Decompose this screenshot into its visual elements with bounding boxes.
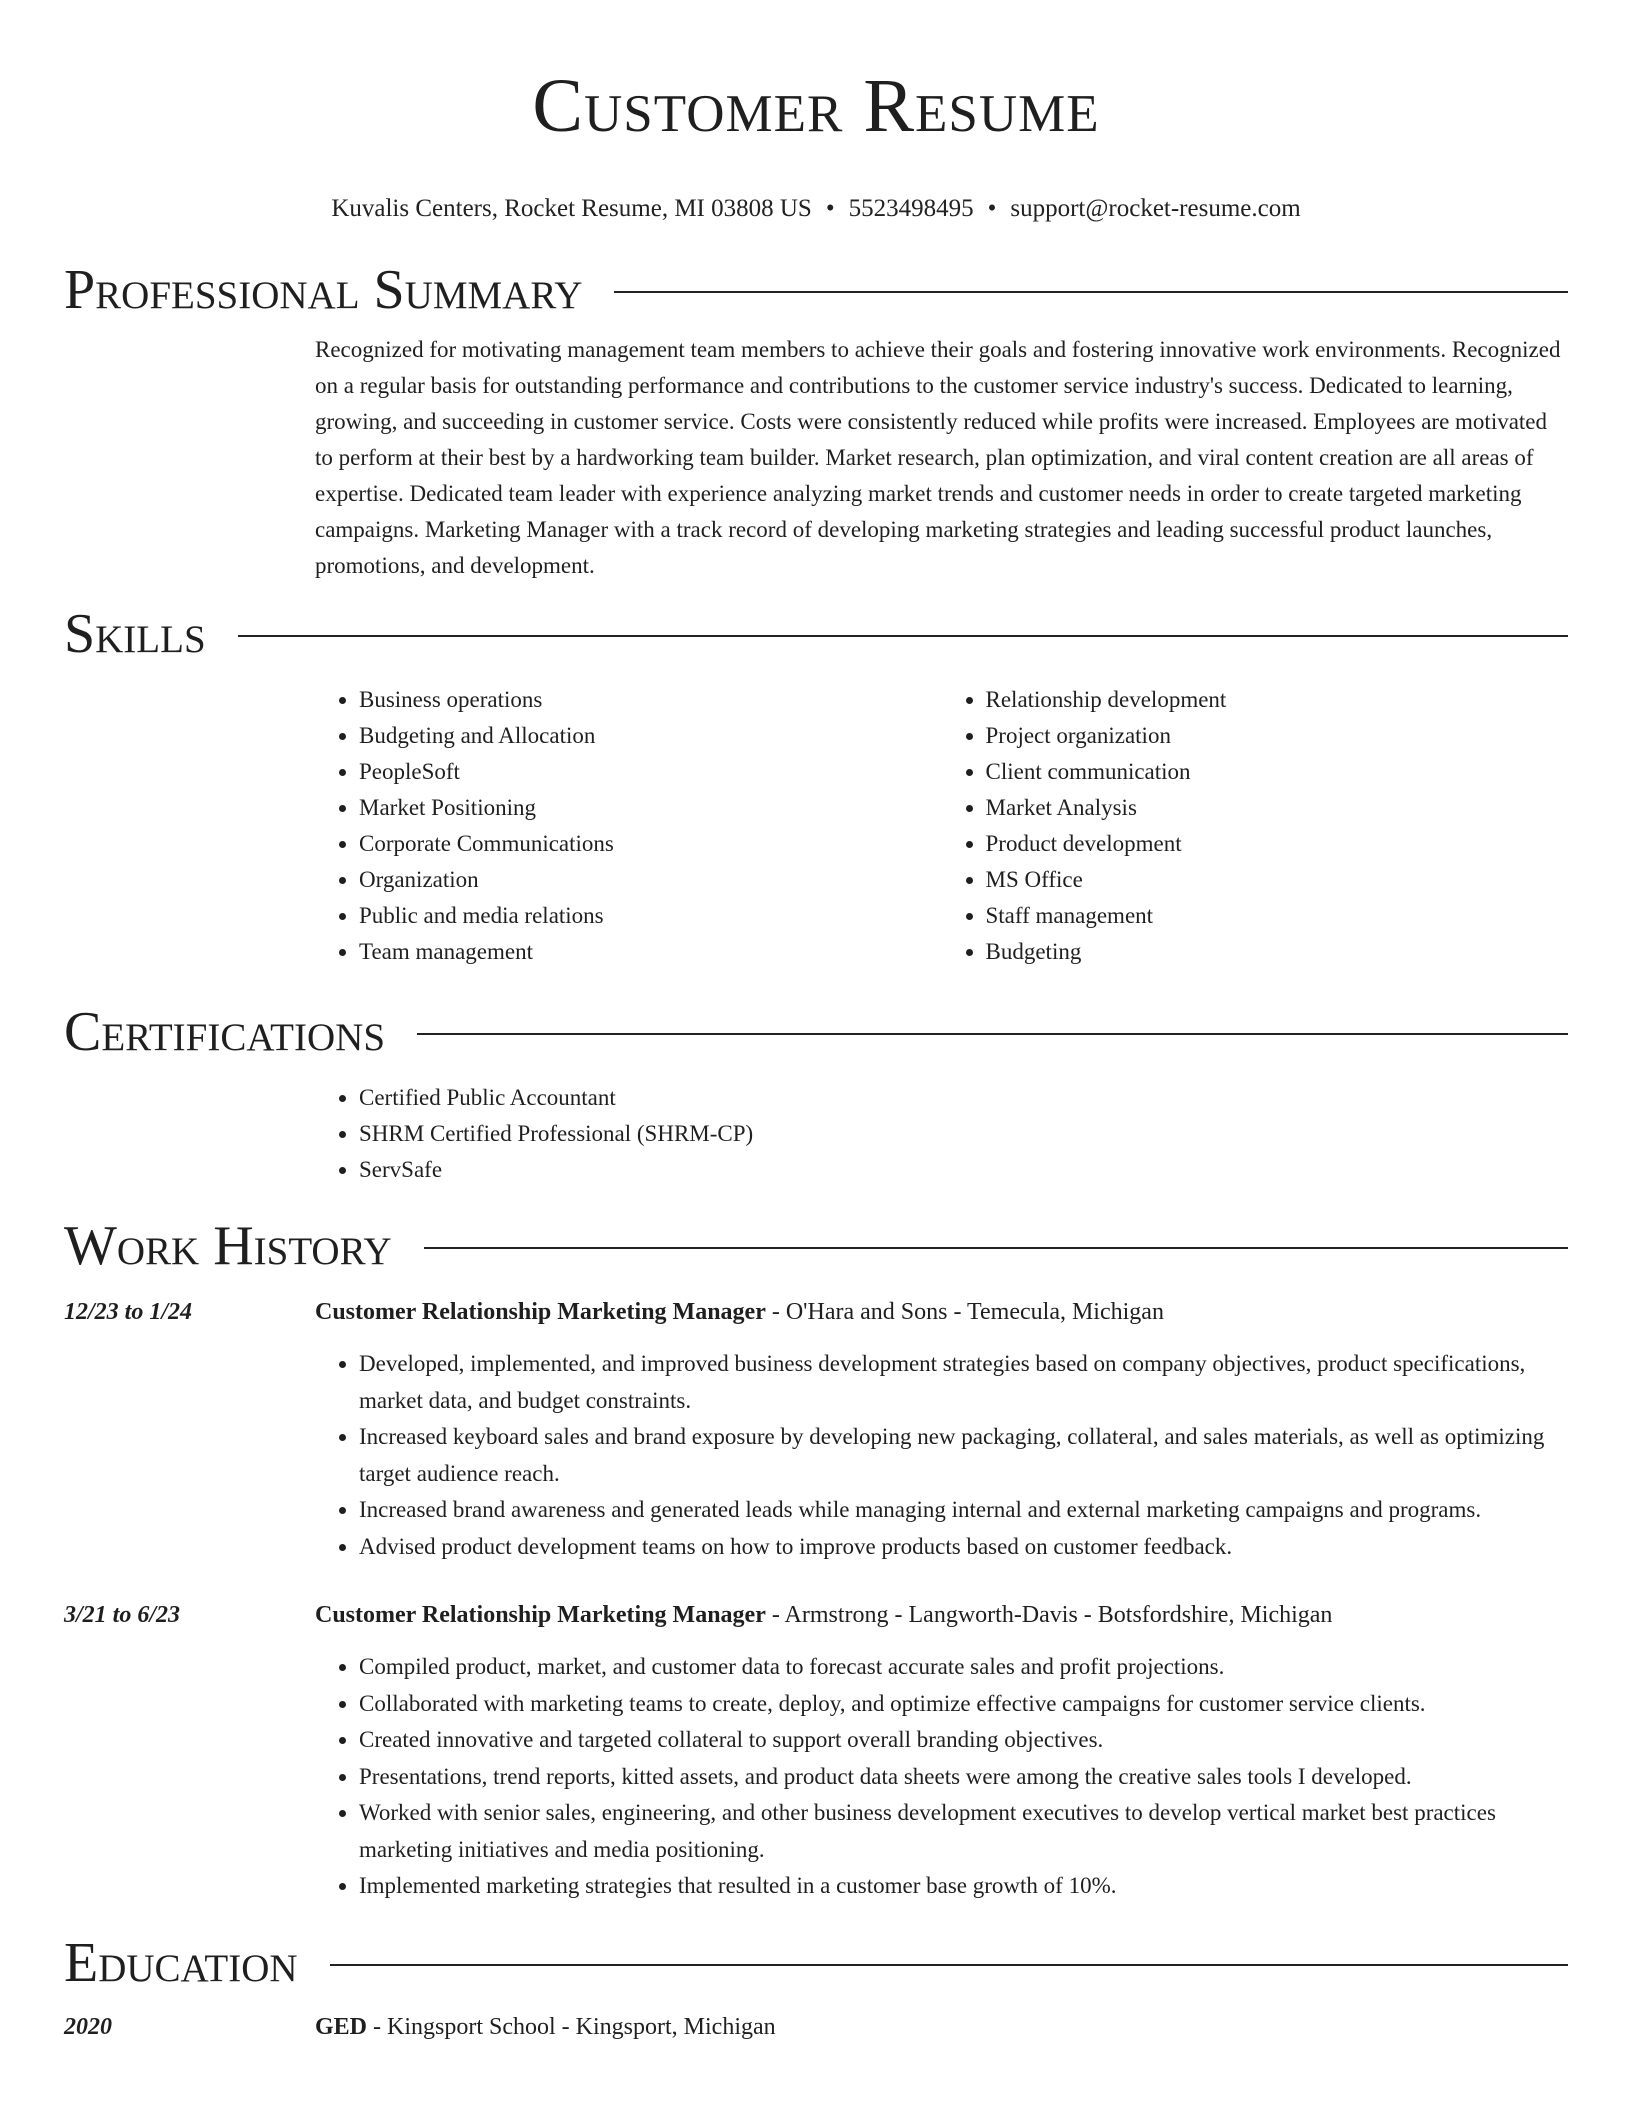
- job-heading-line: [315, 1597, 1332, 1633]
- education-section-header: [64, 1931, 1568, 1995]
- skills-section-header: [64, 602, 1568, 666]
- job-bullet: • Presentations, trend reports, kitted assets, and product data sheets were among the creative sales tools I developed.: [359, 1759, 1568, 1796]
- job-bullet: • Advised product development teams on how to improve products based on customer feedback.: [359, 1529, 1568, 1566]
- education-date: 2020: [64, 2013, 112, 2040]
- skill-item: • Corporate Communications: [359, 826, 942, 862]
- skill-item: • MS Office: [986, 862, 1569, 898]
- skill-item: • Relationship development: [986, 682, 1569, 718]
- job-bullet: • Implemented marketing strategies that resulted in a customer base growth of 10%.: [359, 1868, 1568, 1905]
- job-bullets: [315, 1649, 1568, 1905]
- resume-name: Customer Resume: [532, 64, 1100, 148]
- contact-line: [64, 192, 1568, 226]
- section-divider: [614, 291, 1568, 293]
- skill-item: • PeopleSoft: [359, 754, 942, 790]
- certification-item: • Certified Public Accountant: [359, 1080, 1568, 1116]
- skills-list-right: [942, 682, 1569, 970]
- education-line: [315, 2009, 776, 2045]
- job-date: 3/21 to 6/23: [64, 1602, 181, 1628]
- section-divider: [330, 1964, 1568, 1966]
- job-bullets: [315, 1346, 1568, 1565]
- job-entry: [64, 1597, 1568, 1905]
- education-heading: Education: [64, 1931, 298, 1994]
- section-divider: [417, 1033, 1568, 1035]
- skills-list-left: [315, 682, 942, 970]
- skill-item: • Public and media relations: [359, 898, 942, 934]
- certifications-heading: Certifications: [64, 1001, 386, 1063]
- education-school: - Kingsport School - Kingsport, Michigan: [367, 2013, 776, 2040]
- job-bullet: • Collaborated with marketing teams to create, deploy, and optimize effective campaigns for customer service clients.: [359, 1686, 1568, 1723]
- contact-separator: •: [825, 195, 835, 222]
- education-entry: [64, 2009, 1568, 2045]
- job-bullet-list: [315, 1649, 1568, 1905]
- skill-item: • Project organization: [986, 718, 1569, 754]
- contact-address: Kuvalis Centers, Rocket Resume, MI 03808 US: [331, 195, 812, 222]
- job-header: [64, 1294, 1568, 1330]
- skill-item: • Team management: [359, 934, 942, 970]
- skill-item: • Organization: [359, 862, 942, 898]
- section-divider: [424, 1247, 1568, 1249]
- job-bullet: • Developed, implemented, and improved business development strategies based on company objectives, product specifications, market data, and budget constraints.: [359, 1346, 1568, 1419]
- education-degree: GED: [315, 2013, 368, 2040]
- certification-item: • ServSafe: [359, 1152, 1568, 1188]
- job-date: 12/23 to 1/24: [64, 1299, 193, 1325]
- job-header: [64, 1597, 1568, 1633]
- contact-phone: 5523498495: [848, 195, 974, 222]
- job-bullet: • Increased brand awareness and generated leads while managing internal and external marketing campaigns and programs.: [359, 1492, 1568, 1529]
- certifications-list: [315, 1080, 1568, 1188]
- skill-item: • Product development: [986, 826, 1569, 862]
- job-bullet-list: [315, 1346, 1568, 1565]
- job-bullet: • Created innovative and targeted collateral to support overall branding objectives.: [359, 1722, 1568, 1759]
- job-title: Customer Relationship Marketing Manager: [315, 1299, 766, 1325]
- certifications-section-header: [64, 1000, 1568, 1064]
- section-divider: [238, 635, 1568, 637]
- skill-item: • Budgeting: [986, 934, 1569, 970]
- job-heading-line: [315, 1294, 1164, 1330]
- skills-grid: [315, 682, 1568, 970]
- summary-text: Recognized for motivating management team members to achieve their goals and fostering innovative work environments. Recognized on a regular basis for outstanding performance and contributions to the customer service industry's success. Dedicated to learning, growing, and succeeding in customer service. Costs were consistently reduced while profits were increased. Employees are motivated to perform at their best by a hardworking team builder. Market research, plan optimization, and viral content creation are all areas of expertise. Dedicated team leader with experience analyzing market trends and customer needs in order to create targeted marketing campaigns. Marketing Manager with a track record of developing marketing strategies and leading successful product launches, promotions, and development.: [315, 337, 1561, 578]
- job-bullet: • Worked with senior sales, engineering, and other business development executives to develop vertical market best practices marketing initiatives and media positioning.: [359, 1795, 1568, 1868]
- job-entry: [64, 1294, 1568, 1565]
- skill-item: • Business operations: [359, 682, 942, 718]
- contact-separator: •: [987, 195, 997, 222]
- work-section-header: [64, 1214, 1568, 1278]
- summary-section-header: [64, 258, 1568, 322]
- certifications-content: [315, 1080, 1568, 1188]
- job-bullet: • Increased keyboard sales and brand exposure by developing new packaging, collateral, and sales materials, as well as optimizing target audience reach.: [359, 1419, 1568, 1492]
- job-company: - O'Hara and Sons - Temecula, Michigan: [765, 1299, 1164, 1325]
- job-company: - Armstrong - Langworth-Davis - Botsfordshire, Michigan: [765, 1602, 1333, 1628]
- skill-item: • Client communication: [986, 754, 1569, 790]
- skill-item: • Staff management: [986, 898, 1569, 934]
- summary-content: [315, 332, 1568, 584]
- job-title: Customer Relationship Marketing Manager: [315, 1602, 766, 1628]
- summary-heading: Professional Summary: [64, 259, 583, 321]
- skill-item: • Market Positioning: [359, 790, 942, 826]
- skill-item: • Market Analysis: [986, 790, 1569, 826]
- skill-item: • Budgeting and Allocation: [359, 718, 942, 754]
- job-bullet: • Compiled product, market, and customer data to forecast accurate sales and profit projections.: [359, 1649, 1568, 1686]
- contact-email: support@rocket-resume.com: [1010, 195, 1301, 222]
- work-heading: Work History: [64, 1215, 392, 1277]
- skills-heading: Skills: [64, 603, 206, 665]
- certification-item: • SHRM Certified Professional (SHRM-CP): [359, 1116, 1568, 1152]
